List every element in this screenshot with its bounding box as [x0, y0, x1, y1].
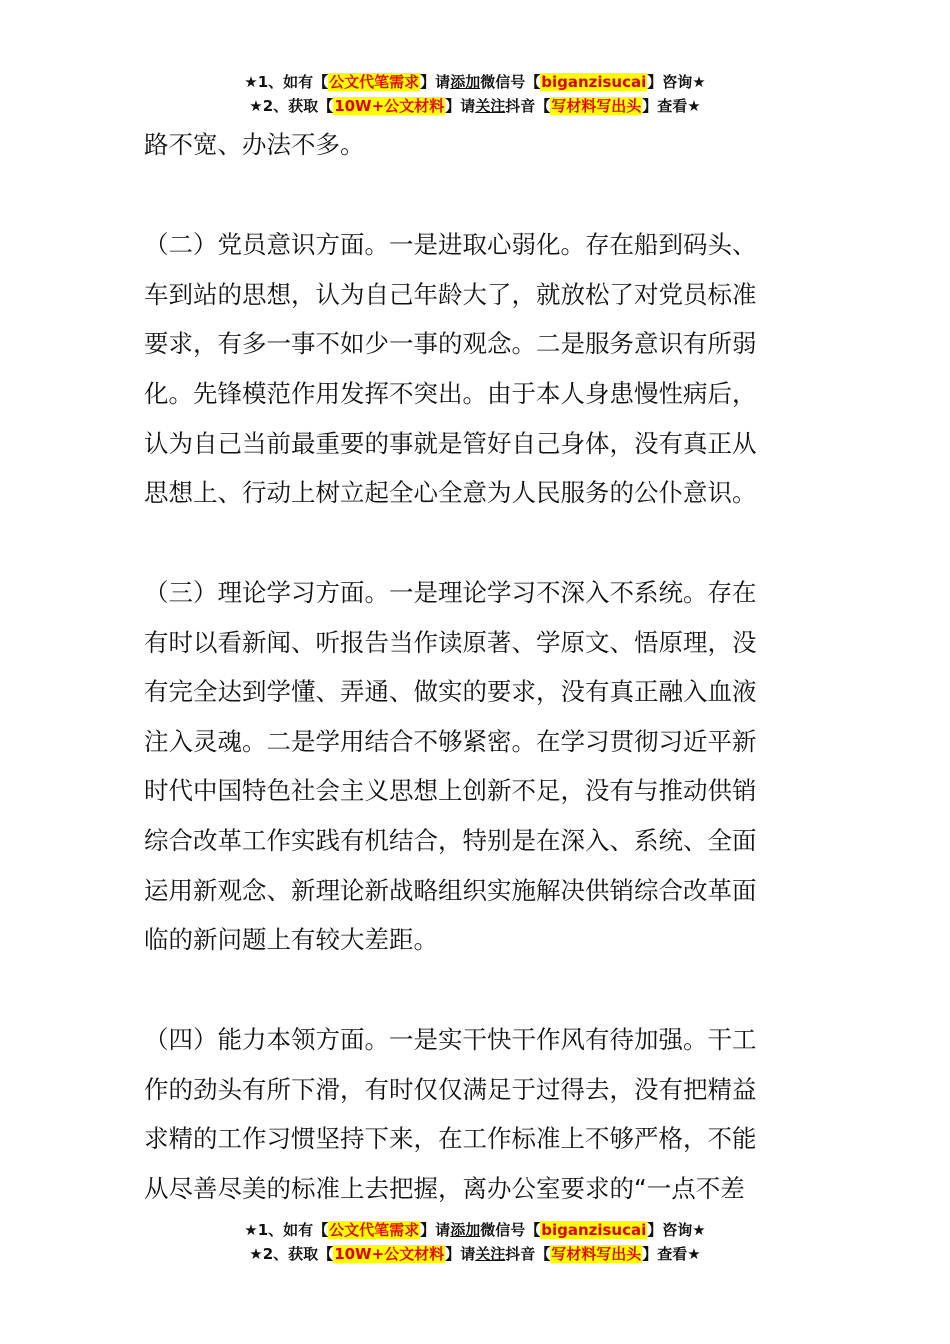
- banner-text: 】咨询★: [647, 1221, 706, 1239]
- text-line: 时代中国特色社会主义思想上创新不足，没有与推动供销: [144, 776, 757, 805]
- text-line: （四）能力本领方面。一是实干快干作风有待加强。干工: [144, 1025, 757, 1054]
- banner-text: 抖音【: [505, 97, 551, 115]
- banner-highlight: 公文代笔需求: [329, 1221, 420, 1239]
- text-line: 路不宽、办法不多。: [144, 130, 365, 159]
- banner-highlight: biganzisucai: [541, 73, 647, 91]
- banner-text: 】查看★: [642, 1245, 701, 1263]
- banner-highlight: 10W+公文材料: [334, 1245, 445, 1263]
- banner-highlight: biganzisucai: [541, 1221, 647, 1239]
- text-line: 从尽善尽美的标准上去把握，离办公室要求的“一点不差: [144, 1174, 745, 1203]
- banner-text: ★2、获取【: [249, 97, 334, 115]
- text-line: 综合改革工作实践有机结合，特别是在深入、系统、全面: [144, 826, 757, 855]
- banner-text: 抖音【: [505, 1245, 551, 1263]
- banner-highlight: 写材料写出头: [551, 97, 642, 115]
- banner-highlight: 公文代笔需求: [329, 73, 420, 91]
- banner-text: 】查看★: [642, 97, 701, 115]
- banner-underline-text: 关注: [475, 97, 506, 115]
- text-line: 有时以看新闻、听报告当作读原著、学原文、悟原理，没: [144, 628, 757, 657]
- text-line: 运用新观念、新理论新战略组织实施解决供销综合改革面: [144, 876, 757, 905]
- banner-text: 】请: [445, 97, 476, 115]
- text-line: 思想上、行动上树立起全心全意为人民服务的公仆意识。: [144, 478, 757, 507]
- banner-text: 】咨询★: [647, 73, 706, 91]
- banner-highlight: 10W+公文材料: [334, 97, 445, 115]
- banner-text: ★1、如有【: [244, 1221, 329, 1239]
- text-line: 车到站的思想，认为自己年龄大了，就放松了对党员标准: [144, 280, 757, 309]
- text-line: 注入灵魂。二是学用结合不够紧密。在学习贯彻习近平新: [144, 727, 757, 756]
- text-line: 化。先锋模范作用发挥不突出。由于本人身患慢性病后，: [144, 379, 757, 408]
- banner-text: 微信号【: [480, 1221, 541, 1239]
- banner-text: 】请: [420, 1221, 451, 1239]
- text-line: （二）党员意识方面。一是进取心弱化。存在船到码头、: [144, 230, 757, 259]
- banner-underline-text: 添加: [450, 73, 481, 91]
- banner-text: 微信号【: [480, 73, 541, 91]
- text-line: 认为自己当前最重要的事就是管好自己身体，没有真正从: [144, 429, 757, 458]
- footer-banner-line-2: [0, 1242, 950, 1266]
- banner-underline-text: 添加: [450, 1221, 481, 1239]
- banner-highlight: 写材料写出头: [551, 1245, 642, 1263]
- banner-text: ★2、获取【: [249, 1245, 334, 1263]
- text-line: 临的新问题上有较大差距。: [144, 925, 438, 954]
- document-body: [144, 0, 808, 1344]
- banner-text: 】请: [420, 73, 451, 91]
- text-line: 要求，有多一事不如少一事的观念。二是服务意识有所弱: [144, 329, 757, 358]
- banner-text: ★1、如有【: [244, 73, 329, 91]
- text-line: （三）理论学习方面。一是理论学习不深入不系统。存在: [144, 578, 757, 607]
- banner-text: 】请: [445, 1245, 476, 1263]
- banner-underline-text: 关注: [475, 1245, 506, 1263]
- footer-banner: [0, 1218, 950, 1266]
- footer-banner-line-1: [0, 1218, 950, 1242]
- text-line: 作的劲头有所下滑，有时仅仅满足于过得去，没有把精益: [144, 1075, 757, 1104]
- text-line: 有完全达到学懂、弄通、做实的要求，没有真正融入血液: [144, 677, 757, 706]
- text-line: 求精的工作习惯坚持下来，在工作标准上不够严格，不能: [144, 1124, 757, 1153]
